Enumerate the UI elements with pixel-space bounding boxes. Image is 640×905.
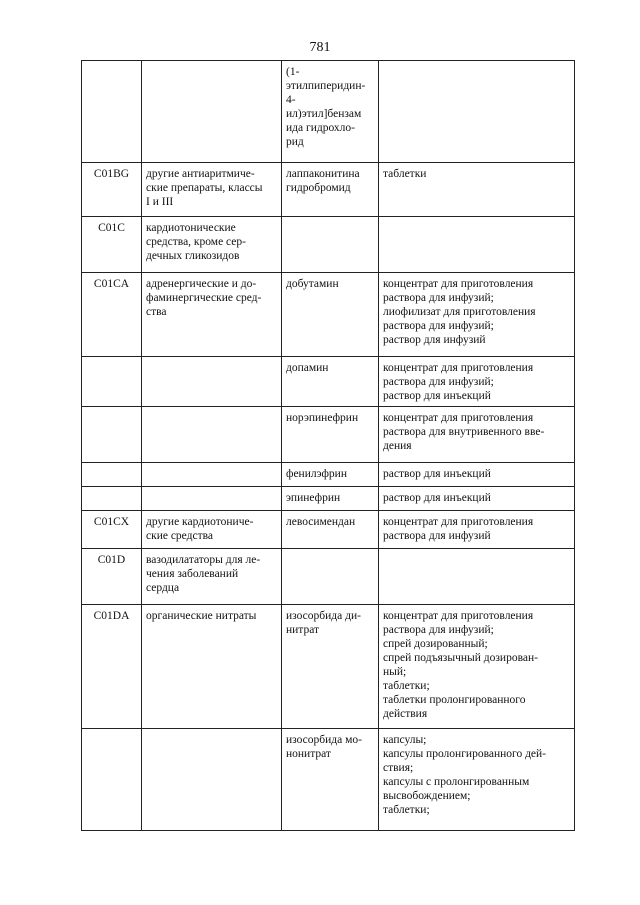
drug-name-cell [282, 357, 379, 407]
drug-name-cell [282, 61, 379, 163]
table-row [82, 407, 575, 463]
cell-text-line: ские препараты, классы [146, 182, 263, 194]
dosage-form-cell [379, 61, 575, 163]
drug-name-cell [282, 511, 379, 549]
cell-text-line: концентрат для приготовления [383, 516, 534, 528]
dosage-form-cell [379, 273, 575, 357]
cell-text-line: таблетки пролонгированного [383, 694, 526, 706]
cell-text-line: таблетки; [383, 680, 430, 692]
cell-text-line: действия [383, 708, 428, 720]
atc-code-cell [82, 273, 142, 357]
cell-text-line: C01CX [93, 516, 130, 528]
cell-text-line: вазодилататоры для ле- [146, 554, 261, 566]
cell-text-line: раствор для инфузий [383, 334, 486, 346]
cell-text-line: высвобождением; [383, 790, 471, 802]
pharmacological-group-cell [142, 163, 282, 217]
cell-text-line: таблетки [383, 168, 427, 180]
cell-text-line: капсулы; [383, 734, 427, 746]
cell-text-line: раствор для инъекций [383, 390, 491, 402]
cell-text-line: раствора для инфузий; [383, 624, 494, 636]
table-row [82, 487, 575, 511]
cell-text-line: капсулы с пролонгированным [383, 776, 530, 788]
page-number: 781 [309, 40, 331, 55]
cell-text-line: спрей дозированный; [383, 638, 488, 650]
atc-code-cell [82, 357, 142, 407]
cell-text-line: лиофилизат для приготовления [383, 306, 536, 318]
cell-text-line: C01DA [93, 610, 130, 622]
drug-name-cell [282, 163, 379, 217]
dosage-form-cell [379, 729, 575, 831]
cell-text-line: рид [286, 136, 304, 148]
table-row [82, 605, 575, 729]
cell-text-line: сердца [146, 582, 180, 594]
cell-text-line: гидробромид [286, 182, 351, 194]
cell-text-line: дения [383, 440, 412, 452]
cell-text-line: кардиотонические [146, 222, 236, 234]
cell-text-line: ские средства [146, 530, 213, 542]
drug-name-cell [282, 605, 379, 729]
cell-text-line: ил)этил]бензам [286, 108, 362, 120]
cell-text-line: концентрат для приготовления [383, 610, 534, 622]
cell-text-line: C01CA [93, 278, 130, 290]
cell-text-line: раствора для инфузий; [383, 320, 494, 332]
pharmacological-group-cell [142, 273, 282, 357]
cell-text-line: C01D [97, 554, 126, 566]
cell-text-line: адренергические и до- [146, 278, 257, 290]
cell-text-line: C01BG [93, 168, 130, 180]
atc-code-cell [82, 163, 142, 217]
table-row [82, 357, 575, 407]
cell-text-line: концентрат для приготовления [383, 362, 534, 374]
atc-code-cell [82, 549, 142, 605]
dosage-form-cell [379, 605, 575, 729]
dosage-form-cell [379, 549, 575, 605]
dosage-form-cell [379, 463, 575, 487]
dosage-form-cell [379, 357, 575, 407]
table-row [82, 163, 575, 217]
cell-text-line: C01C [98, 222, 125, 234]
table-row [82, 511, 575, 549]
pharmacological-group-cell [142, 605, 282, 729]
cell-text-line: 4- [286, 94, 296, 106]
cell-text-line: изосорбида мо- [286, 734, 362, 746]
table-row [82, 217, 575, 273]
dosage-form-cell [379, 511, 575, 549]
pharmacological-group-cell [142, 729, 282, 831]
cell-text-line: нонитрат [286, 748, 331, 760]
table-row [82, 549, 575, 605]
drug-name-cell [282, 463, 379, 487]
cell-text-line: средства, кроме сер- [146, 236, 246, 248]
cell-text-line: лаппаконитина [286, 168, 360, 180]
pharmacological-group-cell [142, 487, 282, 511]
table-row [82, 273, 575, 357]
table-body [82, 61, 575, 831]
atc-code-cell [82, 61, 142, 163]
dosage-form-cell [379, 163, 575, 217]
drug-name-cell [282, 549, 379, 605]
cell-text-line: капсулы пролонгированного дей- [383, 748, 547, 760]
pharmacological-group-cell [142, 511, 282, 549]
cell-text-line: чения заболеваний [146, 568, 239, 580]
cell-text-line: фенилэфрин [286, 468, 347, 480]
cell-text-line: другие антиаритмиче- [146, 168, 255, 180]
cell-text-line: нитрат [286, 624, 320, 636]
drug-name-cell [282, 729, 379, 831]
table-row [82, 729, 575, 831]
drug-name-cell [282, 273, 379, 357]
drug-name-cell [282, 407, 379, 463]
atc-code-cell [82, 487, 142, 511]
cell-text-line: раствора для внутривенного вве- [383, 426, 545, 438]
dosage-form-cell [379, 487, 575, 511]
atc-code-cell [82, 511, 142, 549]
drug-name-cell [282, 217, 379, 273]
pharmacological-group-cell [142, 407, 282, 463]
cell-text-line: концентрат для приготовления [383, 412, 534, 424]
cell-text-line: добутамин [286, 278, 339, 290]
cell-text-line: ида гидрохло- [286, 122, 355, 134]
cell-text-line: норэпинефрин [286, 412, 359, 424]
cell-text-line: левосимендан [286, 516, 356, 528]
table-row [82, 61, 575, 163]
cell-text-line: ствия; [383, 762, 414, 774]
cell-text-line: ства [146, 306, 167, 318]
cell-text-line: изосорбида ди- [286, 610, 361, 622]
pharmacological-group-cell [142, 61, 282, 163]
cell-text-line: раствора для инфузий; [383, 292, 494, 304]
pharmacological-group-cell [142, 357, 282, 407]
drug-name-cell [282, 487, 379, 511]
atc-code-cell [82, 729, 142, 831]
cell-text-line: этилпиперидин- [286, 80, 366, 92]
cell-text-line: спрей подъязычный дозирован- [383, 652, 538, 664]
atc-code-cell [82, 605, 142, 729]
cell-text-line: (1- [286, 66, 300, 78]
pharmacological-group-cell [142, 549, 282, 605]
drug-classification-table [81, 60, 575, 831]
cell-text-line: таблетки; [383, 804, 430, 816]
cell-text-line: концентрат для приготовления [383, 278, 534, 290]
table-row [82, 463, 575, 487]
cell-text-line: органические нитраты [146, 610, 257, 622]
pharmacological-group-cell [142, 217, 282, 273]
cell-text-line: раствор для инъекций [383, 468, 491, 480]
atc-code-cell [82, 463, 142, 487]
cell-text-line: раствора для инфузий [383, 530, 491, 542]
cell-text-line: I и III [146, 196, 174, 208]
cell-text-line: допамин [286, 362, 329, 374]
atc-code-cell [82, 407, 142, 463]
cell-text-line: дечных гликозидов [146, 250, 240, 262]
cell-text-line: раствор для инъекций [383, 492, 491, 504]
cell-text-line: ный; [383, 666, 407, 678]
cell-text-line: фаминергические сред- [146, 292, 262, 304]
cell-text-line: эпинефрин [286, 492, 341, 504]
dosage-form-cell [379, 407, 575, 463]
cell-text-line: раствора для инфузий; [383, 376, 494, 388]
pharmacological-group-cell [142, 463, 282, 487]
cell-text-line: другие кардиотониче- [146, 516, 254, 528]
atc-code-cell [82, 217, 142, 273]
dosage-form-cell [379, 217, 575, 273]
